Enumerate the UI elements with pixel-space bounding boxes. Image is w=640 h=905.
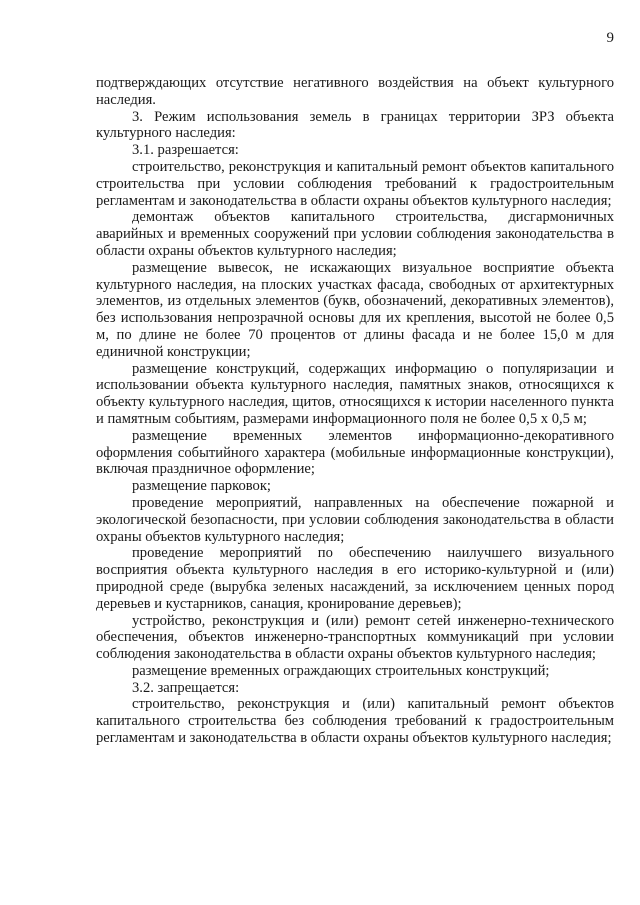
- permitted-item-demolition: демонтаж объектов капитального строительства, дисгармоничных аварийных и временных сооружений при условии соблюдения законодательства в области охраны объектов культурного наследия;: [96, 209, 614, 259]
- page-number: 9: [606, 30, 614, 46]
- paragraph-continuation: подтверждающих отсутствие негативного воздействия на объект культурного наследия.: [96, 75, 614, 108]
- permitted-item-signage: размещение вывесок, не искажающих визуальное восприятие объекта культурного наследия, на плоских участках фасада, свободных от архитектурных элементов, из отдельных элементов (букв, обозначений, декоративных элементов), без использования непрозрачной основы для их крепления, высотой не более 0,5 м, по длине не более 70 процентов от длины фасада и не более 15,0 м для единичной конструкции;: [96, 259, 614, 360]
- permitted-item-temporary-fencing: размещение временных ограждающих строительных конструкций;: [132, 662, 550, 679]
- permitted-item-visual-perception: проведение мероприятий по обеспечению наилучшего визуального восприятия объекта культурного наследия в его историко-культурной и (или) природной среде (вырубка зеленых насаждений, за исключением ценных пород деревьев и кустарников, санация, кронирование деревьев);: [96, 545, 614, 612]
- document-body: [96, 75, 614, 747]
- permitted-item-fire-safety: проведение мероприятий, направленных на обеспечение пожарной и экологической безопасности, при условии соблюдения законодательства в области охраны объектов культурного наследия;: [96, 494, 614, 545]
- section-3-heading: 3. Режим использования земель в границах территории ЗРЗ объекта культурного наследия:: [96, 108, 614, 142]
- permitted-item-info-structures: размещение конструкций, содержащих информацию о популяризации и использовании объекта культурного наследия, памятных знаков, относящихся к объекту культурного наследия, щитов, относящихся к истории населенного пункта и памятным событиям, размерами информационного поля не более 0,5 х 0,5 м;: [96, 360, 614, 427]
- prohibited-item-construction: строительство, реконструкция и (или) капитальный ремонт объектов капитального строительства без соблюдения требований к градостроительным регламентам и законодательства в области охраны объектов культурного наследия;: [96, 696, 614, 747]
- permitted-item-temporary-decor: размещение временных элементов информационно-декоративного оформления событийного характера (мобильные информационные конструкции), включая праздничное оформление;: [96, 427, 614, 478]
- permitted-item-parking: размещение парковок;: [132, 478, 271, 495]
- permitted-item-utility-networks: устройство, реконструкция и (или) ремонт сетей инженерно-технического обеспечения, объектов инженерно-транспортных коммуникаций при условии соблюдения законодательства в области охраны объектов культурного наследия;: [96, 612, 614, 663]
- permitted-item-construction: строительство, реконструкция и капитальный ремонт объектов капитального строительства при условии соблюдения требований к градостроительным регламентам и законодательства в области охраны объектов культурного наследия;: [96, 158, 614, 209]
- subsection-3-2-heading: 3.2. запрещается:: [132, 679, 240, 696]
- subsection-3-1-heading: 3.1. разрешается:: [132, 142, 239, 159]
